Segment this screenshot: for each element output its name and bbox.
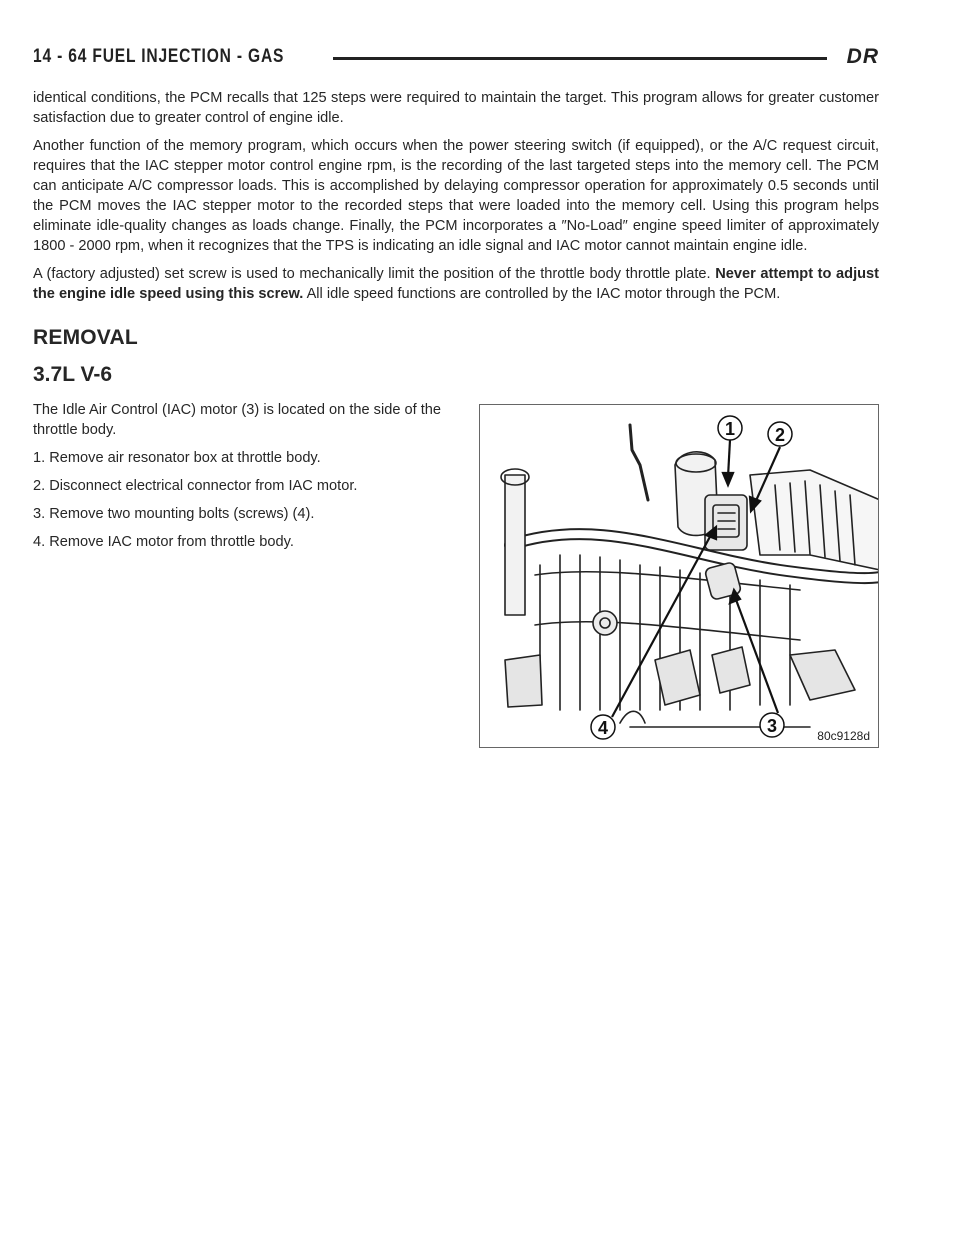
removal-step-2: 2. Disconnect electrical connector from IAC motor. (33, 478, 358, 494)
page-title: 14 - 64 FUEL INJECTION - GAS (33, 46, 285, 67)
paragraph-3 (33, 264, 879, 304)
iac-motor-illustration (479, 404, 879, 748)
paragraph-2: Another function of the memory program, which occurs when the power steering switch (if equipped), or the A/C request circuit, requires that the IAC stepper motor control engine rpm, is the recording of the last targeted steps into the memory cell. The PCM can anticipate A/C compressor loads. This is accomplished by delaying compressor operation for approximately 0.5 seconds until the PCM moves the IAC stepper motor to the recorded steps that were loaded into the memory cell. Using this program helps eliminate idle-quality changes as loads change. Finally, the PCM incorporates a ″No-Load″ engine speed limiter of approximately 1800 - 2000 rpm, when it recognizes that the TPS is indicating an idle signal and IAC motor cannot maintain engine idle. (33, 138, 879, 254)
paragraph-3-end: All idle speed functions are controlled by the IAC motor through the PCM. (303, 286, 781, 302)
removal-intro: The Idle Air Control (IAC) motor (3) is located on the side of the throttle body. (33, 402, 441, 438)
callout-2: 2 (774, 425, 786, 445)
warning-text: Never attempt to adjust the engine idle speed using this screw. (33, 266, 880, 302)
figure-code: 80c9128d (817, 729, 870, 743)
paragraph-3-start: A (factory adjusted) set screw is used to mechanically limit the position of the throttle body throttle plate. (33, 266, 716, 282)
callout-1: 1 (724, 419, 736, 439)
removal-step-1: 1. Remove air resonator box at throttle body. (33, 450, 321, 466)
subheading-engine: 3.7L V-6 (33, 363, 112, 386)
page-header (33, 46, 879, 70)
paragraph-1: identical conditions, the PCM recalls that 125 steps were required to maintain the target. This program allows for greater customer satisfaction due to greater control of engine idle. (33, 90, 879, 126)
callout-4: 4 (597, 718, 609, 738)
model-code: DR (846, 45, 879, 68)
section-heading-removal: REMOVAL (33, 326, 138, 349)
header-rule (333, 57, 827, 60)
callout-3: 3 (766, 716, 778, 736)
removal-body (33, 400, 879, 760)
removal-text (33, 400, 443, 560)
engine-drawing (480, 405, 879, 748)
removal-step-3: 3. Remove two mounting bolts (screws) (4). (33, 506, 315, 522)
page-content (33, 88, 879, 760)
removal-step-4: 4. Remove IAC motor from throttle body. (33, 534, 294, 550)
